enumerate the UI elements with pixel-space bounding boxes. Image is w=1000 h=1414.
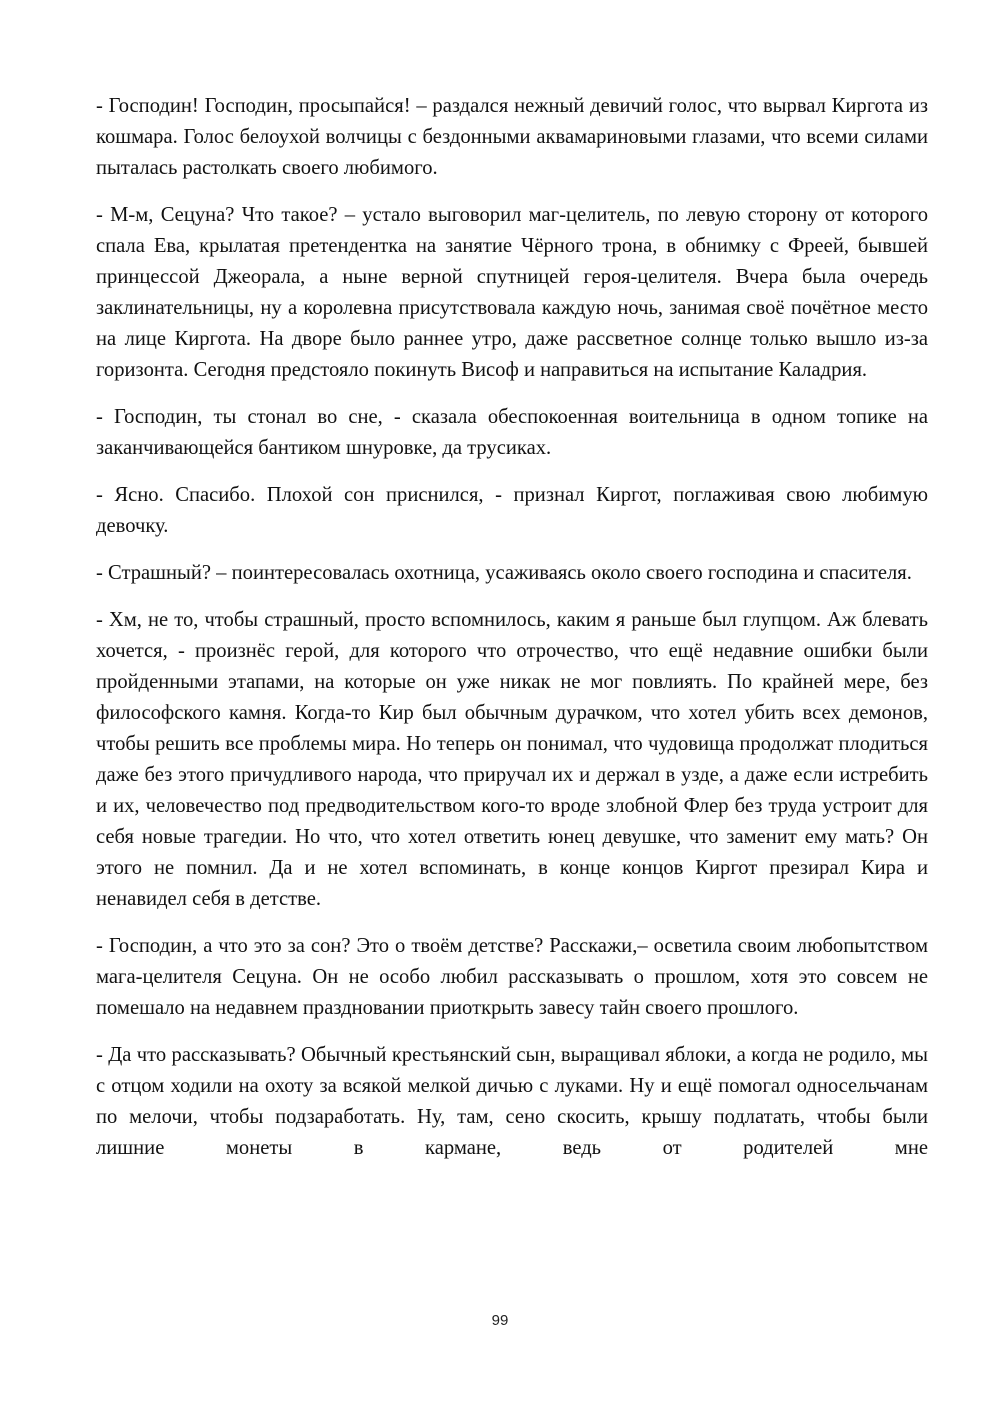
paragraph: - Ясно. Спасибо. Плохой сон приснился, - признал Киргот, поглаживая свою любимую девочку. <box>96 484 928 537</box>
paragraph: - Господин! Господин, просыпайся! – раздался нежный девичий голос, что вырвал Киргота из кошмара. Голос белоухой волчицы с бездонными аквамариновыми глазами, что всеми силами пыталась растолкать своего любимого. <box>96 95 928 179</box>
document-page <box>96 91 928 1180</box>
paragraph: - Страшный? – поинтересовалась охотница, усаживаясь около своего господина и спасителя. <box>96 562 912 584</box>
paragraph: - Господин, а что это за сон? Это о твоём детстве? Расскажи,– осветила своим любопытством мага-целителя Сецуна. Он не особо любил рассказывать о прошлом, хотя это совсем не помешало на недавнем праздновании приоткрыть завесу тайн своего прошлого. <box>96 935 928 1019</box>
paragraph: - М-м, Сецуна? Что такое? – устало выговорил маг-целитель, по левую сторону от которого спала Ева, крылатая претендентка на занятие Чёрного трона, в обнимку с Фреей, бывшей принцессой Джеорала, а ныне верной спутницей героя-целителя. Вчера была очередь заклинательницы, ну а королевна присутствовала каждую ночь, занимая своё почётное место на лице Киргота. На дворе было раннее утро, даже рассветное солнце только вышло из-за горизонта. Сегодня предстояло покинуть Висоф и направиться на испытание Каладрия. <box>96 204 928 381</box>
paragraph: - Да что рассказывать? Обычный крестьянский сын, выращивал яблоки, а когда не родило, мы с отцом ходили на охоту за всякой мелкой дичью с луками. Ну и ещё помогал односельчанам по мелочи, чтобы подзаработать. Ну, там, сено скосить, крышу подлатать, чтобы были лишние монеты в кармане, ведь от родителей мне <box>96 1044 928 1159</box>
paragraph: - Господин, ты стонал во сне, - сказала обеспокоенная воительница в одном топике на заканчивающейся бантиком шнуровке, да трусиках. <box>96 406 928 459</box>
paragraph: - Хм, не то, чтобы страшный, просто вспомнилось, каким я раньше был глупцом. Аж блевать хочется, - произнёс герой, для которого что отрочество, что ещё недавние ошибки были пройденными этапами, на которые он уже никак не мог повлиять. По крайней мере, без философского камня. Когда-то Кир был обычным дурачком, что хотел убить всех демонов, чтобы решить все проблемы мира. Но теперь он понимал, что чудовища продолжат плодиться даже без этого причудливого народа, что приручал их и держал в узде, а даже если истребить и их, человечество под предводительством кого-то вроде злобной Флер без труда устроит для себя новые трагедии. Но что, что хотел ответить юнец девушке, что заменит ему мать? Он этого не помнил. Да и не хотел вспоминать, в конце концов Киргот презирал Кира и ненавидел себя в детстве. <box>96 609 928 910</box>
page-number: 99 <box>491 1312 509 1329</box>
